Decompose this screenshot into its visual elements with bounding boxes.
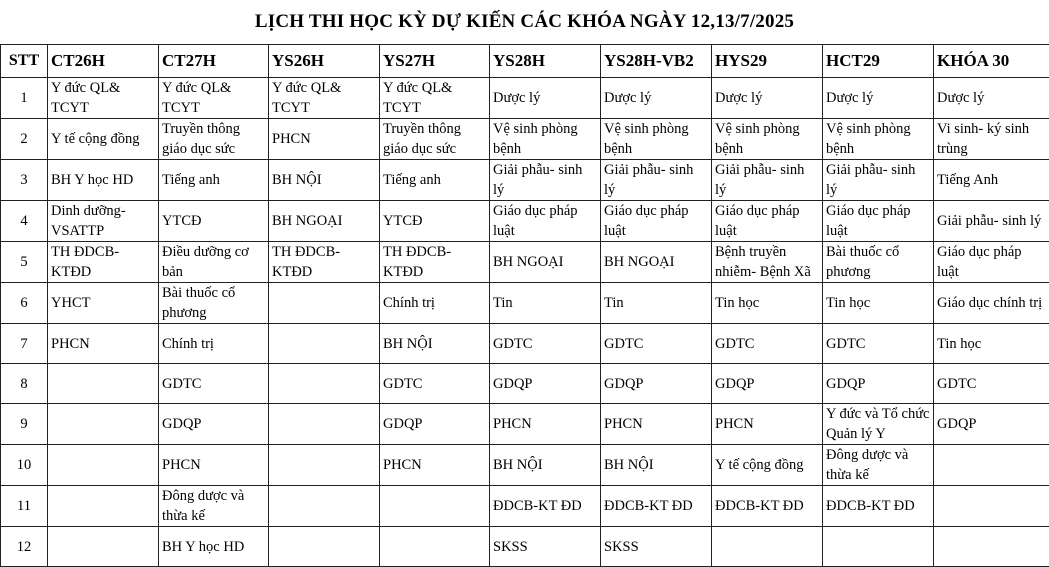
subject-cell: GDQP [601, 364, 712, 404]
subject-cell: BH NGOẠI [601, 242, 712, 283]
subject-cell [934, 445, 1049, 486]
subject-cell: Đông dược và thừa kế [159, 486, 269, 527]
subject-cell: PHCN [159, 445, 269, 486]
subject-cell: GDTC [490, 324, 601, 364]
subject-cell: BH NỘI [490, 445, 601, 486]
subject-cell [48, 527, 159, 567]
subject-cell: ĐDCB-KT ĐD [823, 486, 934, 527]
subject-cell: BH Y học HD [48, 160, 159, 201]
subject-cell: Y đức QL& TCYT [269, 78, 380, 119]
subject-cell: Y tế cộng đồng [48, 119, 159, 160]
subject-cell: Chính trị [159, 324, 269, 364]
subject-cell: Giải phẫu- sinh lý [934, 201, 1049, 242]
table-body [1, 78, 1049, 567]
row-number-cell: 7 [1, 324, 48, 364]
subject-cell: Giáo dục chính trị [934, 283, 1049, 324]
subject-cell: GDTC [823, 324, 934, 364]
subject-cell: GDTC [934, 364, 1049, 404]
table-row [1, 527, 1049, 567]
table-row [1, 364, 1049, 404]
subject-cell: GDTC [601, 324, 712, 364]
subject-cell [269, 527, 380, 567]
subject-cell: BH NGOẠI [269, 201, 380, 242]
subject-cell: GDQP [490, 364, 601, 404]
subject-cell [269, 324, 380, 364]
subject-cell: Giải phẫu- sinh lý [712, 160, 823, 201]
header-row [1, 45, 1049, 78]
subject-cell: YTCĐ [380, 201, 490, 242]
table-row [1, 201, 1049, 242]
subject-cell: Y tế cộng đồng [712, 445, 823, 486]
subject-cell: Giáo dục pháp luật [490, 201, 601, 242]
subject-cell: Y đức QL& TCYT [380, 78, 490, 119]
row-number-cell: 1 [1, 78, 48, 119]
subject-cell: ĐDCB-KT ĐD [490, 486, 601, 527]
subject-cell: Đông dược và thừa kế [823, 445, 934, 486]
subject-cell: GDTC [712, 324, 823, 364]
subject-cell: ĐDCB-KT ĐD [712, 486, 823, 527]
subject-cell: Dược lý [601, 78, 712, 119]
subject-cell: GDQP [712, 364, 823, 404]
subject-cell: Bài thuốc cổ phương [823, 242, 934, 283]
subject-cell: Dược lý [490, 78, 601, 119]
subject-cell: Giải phẫu- sinh lý [823, 160, 934, 201]
subject-cell: TH ĐDCB-KTĐD [48, 242, 159, 283]
subject-cell: Giáo dục pháp luật [712, 201, 823, 242]
subject-cell [712, 527, 823, 567]
subject-cell: Điều dưỡng cơ bản [159, 242, 269, 283]
subject-cell: Giải phẫu- sinh lý [490, 160, 601, 201]
table-row [1, 404, 1049, 445]
subject-cell: PHCN [48, 324, 159, 364]
header-ct27h: CT27H [159, 45, 269, 78]
subject-cell: BH NGOẠI [490, 242, 601, 283]
subject-cell: Tin học [823, 283, 934, 324]
subject-cell: Y đức QL& TCYT [159, 78, 269, 119]
row-number-cell: 3 [1, 160, 48, 201]
header-hys29: HYS29 [712, 45, 823, 78]
row-number-cell: 4 [1, 201, 48, 242]
table-row [1, 486, 1049, 527]
subject-cell: SKSS [601, 527, 712, 567]
subject-cell [269, 283, 380, 324]
header-ys26h: YS26H [269, 45, 380, 78]
subject-cell: Tin học [712, 283, 823, 324]
subject-cell: GDTC [380, 364, 490, 404]
subject-cell: Vi sinh- ký sinh trùng [934, 119, 1049, 160]
subject-cell: ĐDCB-KT ĐD [601, 486, 712, 527]
subject-cell: Tiếng anh [380, 160, 490, 201]
subject-cell: Vệ sinh phòng bệnh [823, 119, 934, 160]
subject-cell: Tiếng Anh [934, 160, 1049, 201]
subject-cell: Vệ sinh phòng bệnh [712, 119, 823, 160]
subject-cell: YHCT [48, 283, 159, 324]
subject-cell: Giải phẫu- sinh lý [601, 160, 712, 201]
header-hct29: HCT29 [823, 45, 934, 78]
row-number-cell: 9 [1, 404, 48, 445]
row-number-cell: 6 [1, 283, 48, 324]
subject-cell: PHCN [490, 404, 601, 445]
subject-cell: Vệ sinh phòng bệnh [490, 119, 601, 160]
subject-cell: BH NỘI [601, 445, 712, 486]
subject-cell [269, 364, 380, 404]
row-number-cell: 2 [1, 119, 48, 160]
subject-cell: Giáo dục pháp luật [601, 201, 712, 242]
table-row [1, 283, 1049, 324]
table-row [1, 78, 1049, 119]
table-row [1, 160, 1049, 201]
subject-cell: Giáo dục pháp luật [823, 201, 934, 242]
subject-cell: Giáo dục pháp luật [934, 242, 1049, 283]
header-khoa30: KHÓA 30 [934, 45, 1049, 78]
subject-cell: BH Y học HD [159, 527, 269, 567]
subject-cell: GDQP [934, 404, 1049, 445]
subject-cell: Vệ sinh phòng bệnh [601, 119, 712, 160]
subject-cell: Tin [601, 283, 712, 324]
subject-cell [269, 486, 380, 527]
subject-cell [48, 404, 159, 445]
subject-cell: YTCĐ [159, 201, 269, 242]
row-number-cell: 10 [1, 445, 48, 486]
subject-cell: BH NỘI [269, 160, 380, 201]
row-number-cell: 8 [1, 364, 48, 404]
subject-cell: Truyền thông giáo dục sức [159, 119, 269, 160]
header-ys28h: YS28H [490, 45, 601, 78]
subject-cell: PHCN [712, 404, 823, 445]
row-number-cell: 12 [1, 527, 48, 567]
subject-cell: TH ĐDCB-KTĐD [269, 242, 380, 283]
header-ys27h: YS27H [380, 45, 490, 78]
subject-cell: GDQP [380, 404, 490, 445]
subject-cell: Bài thuốc cổ phương [159, 283, 269, 324]
header-stt: STT [1, 45, 48, 78]
subject-cell: Dinh dưỡng-VSATTP [48, 201, 159, 242]
subject-cell: Tin [490, 283, 601, 324]
page-title: LỊCH THI HỌC KỲ DỰ KIẾN CÁC KHÓA NGÀY 12,13/7/2025 [0, 0, 1049, 44]
subject-cell [380, 486, 490, 527]
subject-cell: GDTC [159, 364, 269, 404]
subject-cell [48, 364, 159, 404]
subject-cell: Chính trị [380, 283, 490, 324]
subject-cell: Truyền thông giáo dục sức [380, 119, 490, 160]
subject-cell [823, 527, 934, 567]
subject-cell [934, 527, 1049, 567]
table-row [1, 119, 1049, 160]
subject-cell [48, 486, 159, 527]
header-ys28h-vb2: YS28H-VB2 [601, 45, 712, 78]
header-ct26h: CT26H [48, 45, 159, 78]
subject-cell [269, 404, 380, 445]
subject-cell: GDQP [159, 404, 269, 445]
row-number-cell: 5 [1, 242, 48, 283]
subject-cell: SKSS [490, 527, 601, 567]
exam-schedule-table [0, 44, 1049, 567]
subject-cell: PHCN [269, 119, 380, 160]
subject-cell: TH ĐDCB-KTĐD [380, 242, 490, 283]
subject-cell: Dược lý [934, 78, 1049, 119]
table-row [1, 242, 1049, 283]
subject-cell [48, 445, 159, 486]
subject-cell: PHCN [380, 445, 490, 486]
subject-cell: Tiếng anh [159, 160, 269, 201]
subject-cell: GDQP [823, 364, 934, 404]
subject-cell: BH NỘI [380, 324, 490, 364]
subject-cell: Tin học [934, 324, 1049, 364]
table-row [1, 324, 1049, 364]
subject-cell: Y đức QL& TCYT [48, 78, 159, 119]
subject-cell [380, 527, 490, 567]
subject-cell: PHCN [601, 404, 712, 445]
subject-cell: Dược lý [712, 78, 823, 119]
subject-cell: Y đức và Tổ chức Quản lý Y [823, 404, 934, 445]
subject-cell [269, 445, 380, 486]
subject-cell [934, 486, 1049, 527]
subject-cell: Bệnh truyền nhiễm- Bệnh Xã [712, 242, 823, 283]
row-number-cell: 11 [1, 486, 48, 527]
table-row [1, 445, 1049, 486]
subject-cell: Dược lý [823, 78, 934, 119]
